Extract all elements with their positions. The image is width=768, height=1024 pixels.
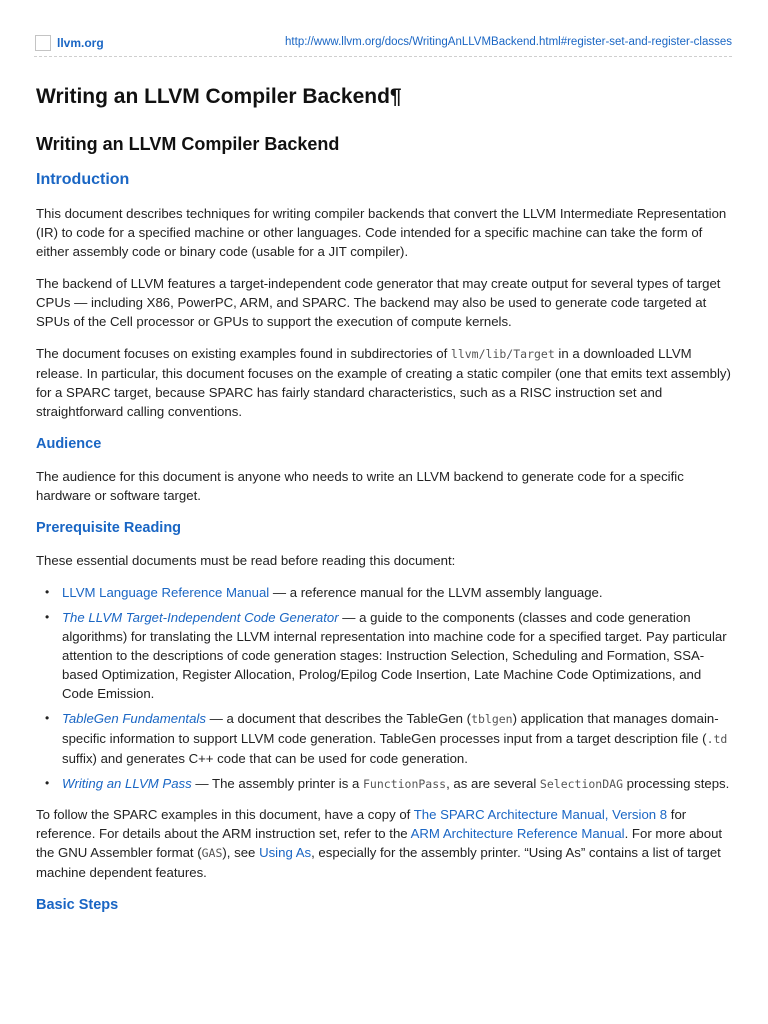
codegen-link[interactable]: The LLVM Target-Independent Code Generator xyxy=(62,610,339,625)
site-link[interactable]: llvm.org xyxy=(57,36,104,50)
inline-code: tblgen xyxy=(471,712,513,726)
page-header xyxy=(34,30,732,57)
list-item xyxy=(62,583,736,602)
page-subtitle: Writing an LLVM Compiler Backend xyxy=(36,134,340,154)
audience-paragraph: The audience for this document is anyone who needs to write an LLVM backend to generate code for a specific hardware or software target. xyxy=(36,469,684,503)
text-span: — a document that describes the TableGen ( xyxy=(205,711,472,726)
section-heading-basic-steps: Basic Steps xyxy=(36,897,119,913)
writing-pass-link[interactable]: Writing an LLVM Pass xyxy=(62,776,192,791)
inline-code: .td xyxy=(706,732,728,746)
section-heading-introduction: Introduction xyxy=(36,171,130,188)
text-span: for reference. For details about the ARM instruction set, refer to the xyxy=(36,807,687,841)
tablegen-link[interactable]: TableGen Fundamentals xyxy=(62,711,206,726)
inline-code: FunctionPass xyxy=(363,777,447,791)
intro-paragraph-2: The backend of LLVM features a target-independent code generator that may create output for several types of target CPUs — including X86, PowerPC, ARM, and SPARC. The backend may also be used to generate code targeted at SPUs of the Cell processor or GPUs to support the execution of compute kernels. xyxy=(36,276,721,329)
text-span: ), see xyxy=(222,845,260,860)
text-span: , as are several xyxy=(446,776,540,791)
document-body xyxy=(36,83,736,928)
text-span: — a reference manual for the LLVM assembly language. xyxy=(269,585,603,600)
prereq-list xyxy=(36,583,736,794)
sparc-manual-link[interactable]: The SPARC Architecture Manual, Version 8 xyxy=(413,807,668,822)
list-item xyxy=(62,608,736,703)
intro-paragraph-1: This document describes techniques for writing compiler backends that convert the LLVM Intermediate Representation (IR) to code for a specified machine or other languages. Code intended for a specific machine can take the form of either assembly code or binary code (usable for a JIT compiler). xyxy=(36,206,727,259)
text-span: . For more about the GNU Assembler format ( xyxy=(36,826,723,860)
inline-code: SelectionDAG xyxy=(539,777,624,791)
inline-code-target-path: llvm/lib/Target xyxy=(450,347,555,361)
text-span: To follow the SPARC examples in this document, have a copy of xyxy=(36,807,414,822)
text-span: The document focuses on existing examples found in subdirectories of xyxy=(36,346,451,361)
text-span: suffix) and generates C++ code that can be used for code generation. xyxy=(62,751,468,766)
page-url-link[interactable]: http://www.llvm.org/docs/WritingAnLLVMBackend.html#register-set-and-register-classes xyxy=(285,36,732,48)
intro-paragraph-3 xyxy=(36,344,736,421)
arm-manual-link[interactable]: ARM Architecture Reference Manual xyxy=(410,826,625,841)
follow-paragraph xyxy=(36,805,736,882)
text-span: processing steps. xyxy=(623,776,730,791)
section-heading-audience: Audience xyxy=(36,436,102,452)
using-as-link[interactable]: Using As xyxy=(259,845,312,860)
text-span: — The assembly printer is a xyxy=(191,776,363,791)
prereq-intro: These essential documents must be read before reading this document: xyxy=(36,553,456,568)
list-item xyxy=(62,709,736,768)
langref-link[interactable]: LLVM Language Reference Manual xyxy=(62,585,270,600)
text-span: in a downloaded LLVM release. In particular, this document focuses on the example of creating a static compiler (one that emits text assembly) for a SPARC target, because SPARC has fairly standard characteristics, such as a RISC instruction set and straightforward calling conventions. xyxy=(36,346,731,419)
text-span: ) application that manages domain-specific information to support LLVM code generation. TableGen processes input from a target description file ( xyxy=(62,711,719,746)
list-item xyxy=(62,774,736,794)
section-heading-prerequisite-reading: Prerequisite Reading xyxy=(36,520,182,536)
inline-code: GAS xyxy=(201,846,223,860)
page-title: Writing an LLVM Compiler Backend¶ xyxy=(36,85,402,108)
favicon-icon xyxy=(35,35,51,51)
text-span: , especially for the assembly printer. “Using As” contains a list of target machine dependent features. xyxy=(36,845,721,880)
text-span: — a guide to the components (classes and code generation algorithms) for translating the LLVM internal representation into machine code for a specified target. Pay particular attention to the descriptions of code generation stages: Instruction Selection, Scheduling and Formation, SSA-based Optimization, Register Allocation, Prolog/Epilog Code Insertion, Late Machine Code Optimizations, and Code Emission. xyxy=(62,610,727,701)
